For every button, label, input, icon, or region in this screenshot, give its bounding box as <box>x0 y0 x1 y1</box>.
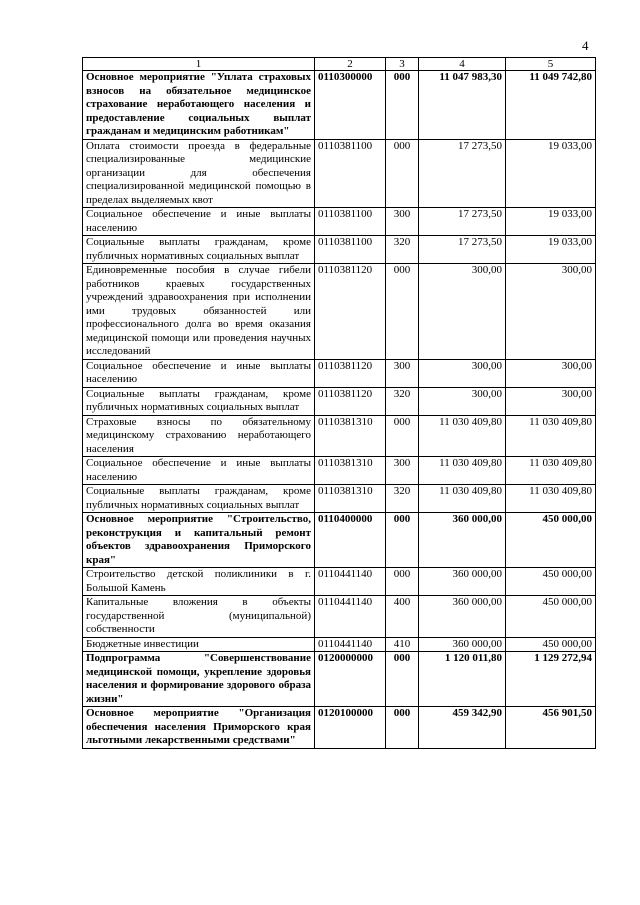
row-expense-type: 000 <box>386 71 419 140</box>
row-amount-col5: 450 000,00 <box>506 637 596 652</box>
row-amount-col4: 360 000,00 <box>419 568 506 596</box>
row-amount-col5: 19 033,00 <box>506 139 596 208</box>
row-expense-type: 400 <box>386 596 419 638</box>
column-header: 4 <box>419 58 506 71</box>
column-header: 3 <box>386 58 419 71</box>
row-amount-col5: 19 033,00 <box>506 208 596 236</box>
row-name: Оплата стоимости проезда в федеральные специализированные медицинские организации для обеспечения специализированной медицинской помощью в пределах выделяемых квот <box>83 139 315 208</box>
row-amount-col4: 459 342,90 <box>419 707 506 749</box>
table-row <box>83 359 596 387</box>
row-amount-col4: 11 047 983,30 <box>419 71 506 140</box>
row-expense-type: 300 <box>386 457 419 485</box>
row-amount-col5: 11 030 409,80 <box>506 415 596 457</box>
column-header: 2 <box>315 58 386 71</box>
row-amount-col4: 360 000,00 <box>419 596 506 638</box>
row-name: Бюджетные инвестиции <box>83 637 315 652</box>
row-expense-type: 320 <box>386 387 419 415</box>
row-amount-col5: 300,00 <box>506 264 596 360</box>
row-name: Социальные выплаты гражданам, кроме публичных нормативных социальных выплат <box>83 236 315 264</box>
row-amount-col4: 17 273,50 <box>419 208 506 236</box>
row-code: 0120000000 <box>315 652 386 707</box>
row-amount-col5: 1 129 272,94 <box>506 652 596 707</box>
row-expense-type: 000 <box>386 707 419 749</box>
table-row <box>83 652 596 707</box>
table-row <box>83 707 596 749</box>
row-amount-col4: 17 273,50 <box>419 236 506 264</box>
column-header: 5 <box>506 58 596 71</box>
table-row <box>83 637 596 652</box>
row-code: 0110381120 <box>315 264 386 360</box>
row-amount-col5: 450 000,00 <box>506 568 596 596</box>
row-expense-type: 320 <box>386 485 419 513</box>
table-body <box>83 71 596 749</box>
row-code: 0110381310 <box>315 457 386 485</box>
row-expense-type: 000 <box>386 264 419 360</box>
page-number: 4 <box>582 38 589 53</box>
row-expense-type: 000 <box>386 139 419 208</box>
row-amount-col4: 11 030 409,80 <box>419 415 506 457</box>
row-expense-type: 300 <box>386 208 419 236</box>
row-amount-col4: 1 120 011,80 <box>419 652 506 707</box>
row-name: Социальные выплаты гражданам, кроме публичных нормативных социальных выплат <box>83 387 315 415</box>
table-row <box>83 208 596 236</box>
row-code: 0120100000 <box>315 707 386 749</box>
row-code: 0110300000 <box>315 71 386 140</box>
row-name: Основное мероприятие "Организация обеспечения населения Приморского края льготными лекарственными средствами" <box>83 707 315 749</box>
row-amount-col4: 300,00 <box>419 387 506 415</box>
table-row <box>83 596 596 638</box>
budget-table <box>82 57 596 749</box>
row-name: Социальные выплаты гражданам, кроме публичных нормативных социальных выплат <box>83 485 315 513</box>
table-row <box>83 485 596 513</box>
row-amount-col5: 11 030 409,80 <box>506 485 596 513</box>
row-name: Социальное обеспечение и иные выплаты населению <box>83 359 315 387</box>
row-amount-col4: 300,00 <box>419 359 506 387</box>
table-row <box>83 71 596 140</box>
row-amount-col5: 19 033,00 <box>506 236 596 264</box>
row-amount-col4: 11 030 409,80 <box>419 485 506 513</box>
row-expense-type: 300 <box>386 359 419 387</box>
row-amount-col4: 300,00 <box>419 264 506 360</box>
row-name: Социальное обеспечение и иные выплаты населению <box>83 457 315 485</box>
header-row <box>83 58 596 71</box>
table-row <box>83 387 596 415</box>
row-name: Социальное обеспечение и иные выплаты населению <box>83 208 315 236</box>
row-amount-col4: 17 273,50 <box>419 139 506 208</box>
row-amount-col5: 11 030 409,80 <box>506 457 596 485</box>
table-row <box>83 236 596 264</box>
row-amount-col4: 360 000,00 <box>419 637 506 652</box>
table-row <box>83 513 596 568</box>
table-row <box>83 457 596 485</box>
row-expense-type: 000 <box>386 568 419 596</box>
row-code: 0110381120 <box>315 387 386 415</box>
row-name: Подпрограмма "Совершенствование медицинской помощи, укрепление здоровья населения и формирование здорового образа жизни" <box>83 652 315 707</box>
row-name: Строительство детской поликлиники в г. Большой Камень <box>83 568 315 596</box>
row-amount-col5: 11 049 742,80 <box>506 71 596 140</box>
row-amount-col5: 456 901,50 <box>506 707 596 749</box>
row-code: 0110381100 <box>315 236 386 264</box>
row-name: Основное мероприятие "Уплата страховых взносов на обязательное медицинское страхование неработающего населения и предоставление социальных выплат гражданам и медицинским работникам" <box>83 71 315 140</box>
row-code: 0110441140 <box>315 637 386 652</box>
table-row <box>83 415 596 457</box>
column-header: 1 <box>83 58 315 71</box>
row-amount-col4: 360 000,00 <box>419 513 506 568</box>
row-amount-col5: 450 000,00 <box>506 596 596 638</box>
row-name: Страховые взносы по обязательному медицинскому страхованию неработающего населения <box>83 415 315 457</box>
row-code: 0110400000 <box>315 513 386 568</box>
row-expense-type: 320 <box>386 236 419 264</box>
row-code: 0110381120 <box>315 359 386 387</box>
row-code: 0110381100 <box>315 139 386 208</box>
row-amount-col5: 300,00 <box>506 359 596 387</box>
row-expense-type: 000 <box>386 513 419 568</box>
row-code: 0110381100 <box>315 208 386 236</box>
table-row <box>83 139 596 208</box>
row-amount-col5: 450 000,00 <box>506 513 596 568</box>
row-code: 0110381310 <box>315 485 386 513</box>
row-name: Единовременные пособия в случае гибели работников краевых государственных учреждений здравоохранения при исполнении ими трудовых обязанностей или профессионального долга во время оказания медицинской помощи или проведения научных исследований <box>83 264 315 360</box>
table-row <box>83 264 596 360</box>
row-expense-type: 000 <box>386 652 419 707</box>
row-name: Капитальные вложения в объекты государственной (муниципальной) собственности <box>83 596 315 638</box>
row-expense-type: 000 <box>386 415 419 457</box>
row-expense-type: 410 <box>386 637 419 652</box>
row-code: 0110441140 <box>315 596 386 638</box>
row-amount-col4: 11 030 409,80 <box>419 457 506 485</box>
table-row <box>83 568 596 596</box>
row-code: 0110441140 <box>315 568 386 596</box>
row-amount-col5: 300,00 <box>506 387 596 415</box>
row-name: Основное мероприятие "Строительство, реконструкция и капитальный ремонт объектов здравоохранения Приморского края" <box>83 513 315 568</box>
row-code: 0110381310 <box>315 415 386 457</box>
